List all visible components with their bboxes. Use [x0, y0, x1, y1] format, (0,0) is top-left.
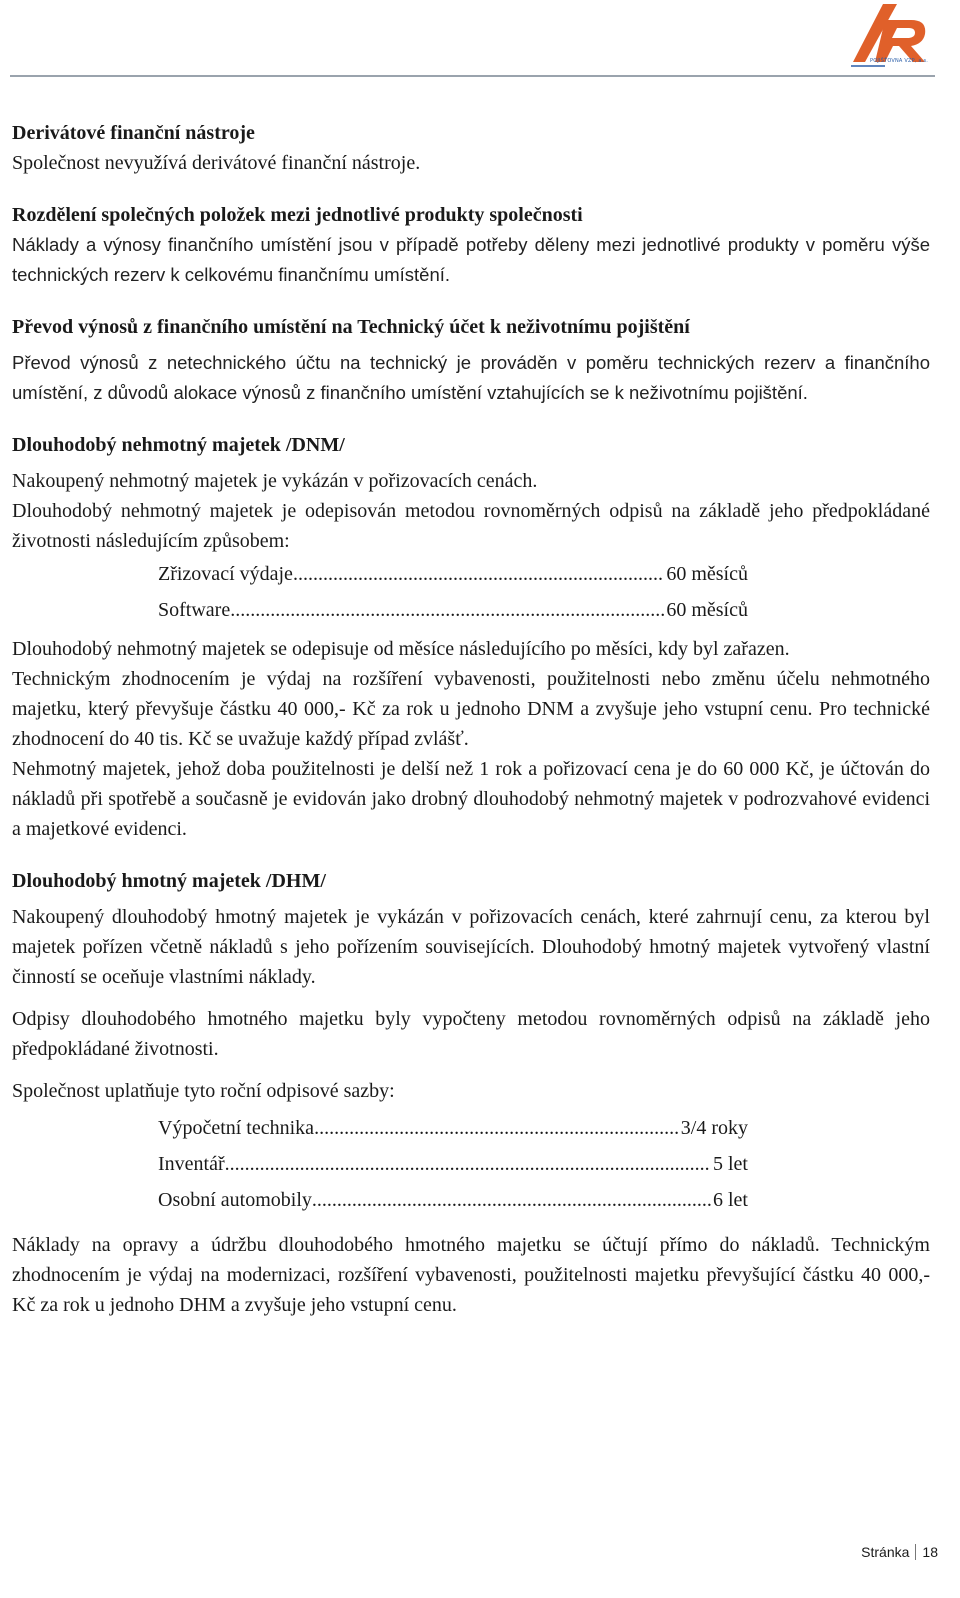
section-title: Dlouhodobý hmotný majetek /DHM/ — [12, 870, 326, 892]
list-item — [158, 556, 748, 592]
paragraph: Společnost uplatňuje tyto roční odpisové sazby: — [12, 1080, 395, 1102]
document-body — [12, 118, 930, 1320]
list-item — [158, 1182, 748, 1218]
paragraph: Odpisy dlouhodobého hmotného majetku byly vypočteny metodou rovnoměrných odpisů na základě jeho předpokládané životnosti. — [12, 1008, 930, 1060]
section-derivaty — [12, 118, 930, 178]
item-value: 5 let — [713, 1153, 748, 1175]
list-item — [158, 1146, 748, 1182]
item-label: Software — [158, 599, 231, 621]
page-label: Stránka — [861, 1544, 910, 1560]
paragraph: Náklady a výnosy finančního umístění jsou v případě potřeby děleny mezi jednotlivé produkty v poměru výše technických rezerv k celkovému finančnímu umístění. — [12, 234, 930, 285]
paragraph: Dlouhodobý nehmotný majetek se odepisuje od měsíce následujícího po měsíci, kdy byl zařazen. — [12, 638, 790, 660]
list-item — [158, 592, 748, 628]
page-number: 18 — [922, 1544, 938, 1560]
item-label: Osobní automobily — [158, 1189, 312, 1211]
section-rozdeleni — [12, 200, 930, 290]
paragraph: Technickým zhodnocením je výdaj na rozšíření vybavenosti, použitelnosti nebo změnu účelu nehmotného majetku, který převyšuje částku 40 000,- Kč za rok u jednoho DNM a zvyšuje jeho vstupní cenu. Pro technické zhodnocení do 40 tis. Kč se uvažuje každý případ zvlášť. — [12, 668, 930, 750]
page-footer — [861, 1544, 938, 1560]
item-label: Zřizovací výdaje — [158, 563, 293, 585]
section-title: Derivátové finanční nástroje — [12, 122, 255, 144]
item-label: Výpočetní technika — [158, 1117, 315, 1139]
paragraph: Nakoupený dlouhodobý hmotný majetek je vykázán v pořizovacích cenách, které zahrnují cenu, za kterou byl majetek pořízen včetně nákladů s jeho pořízením souvisejících. Dlouhodobý hmotný majetek vytvořený vlastní činností se oceňuje vlastními náklady. — [12, 906, 930, 988]
section-prevod — [12, 312, 930, 408]
leader-dots — [314, 1110, 679, 1146]
header-divider — [10, 75, 935, 77]
list-item — [158, 1110, 748, 1146]
logo-caption: POJIŠŤOVNA VZP, a.s. — [870, 58, 929, 64]
paragraph: Náklady na opravy a údržbu dlouhodobého hmotného majetku se účtují přímo do nákladů. Technickým zhodnocením je výdaj na modernizaci, rozšíření vybavenosti, použitelnosti majetku převyšující částku 40 000,- Kč za rok u jednoho DHM a zvyšuje jeho vstupní cenu. — [12, 1234, 930, 1316]
paragraph: Převod výnosů z netechnického účtu na technický je prováděn v poměru technických rezerv a finančního umístění, z důvodů alokace výnosů z finančního umístění vztahujících se k neživotnímu pojištění. — [12, 352, 930, 403]
item-value: 6 let — [713, 1189, 748, 1211]
section-title: Dlouhodobý nehmotný majetek /DNM/ — [12, 434, 345, 456]
item-label: Inventář — [158, 1153, 225, 1175]
paragraph: Nehmotný majetek, jehož doba použitelnosti je delší než 1 rok a pořizovací cena je do 60 000 Kč, je účtován do nákladů při spotřebě a současně je evidován jako drobný dlouhodobý nehmotný majetek v podrozvahové evidenci a majetkové evidenci. — [12, 758, 930, 840]
section-title: Převod výnosů z finančního umístění na Technický účet k neživotnímu pojištění — [12, 316, 690, 338]
footer-separator — [915, 1544, 916, 1560]
leader-dots — [312, 1182, 711, 1218]
section-title: Rozdělení společných položek mezi jednotlivé produkty společnosti — [12, 204, 583, 226]
item-value: 60 měsíců — [666, 599, 748, 621]
item-value: 3/4 roky — [680, 1117, 748, 1139]
paragraph: Nakoupený nehmotný majetek je vykázán v pořizovacích cenách. — [12, 470, 538, 492]
paragraph: Společnost nevyužívá derivátové finanční nástroje. — [12, 152, 421, 174]
leader-dots — [225, 1146, 711, 1182]
item-value: 60 měsíců — [666, 563, 748, 585]
section-dnm — [12, 430, 930, 844]
leader-dots — [230, 592, 664, 628]
leader-dots — [293, 556, 664, 592]
section-dhm — [12, 866, 930, 1320]
paragraph: Dlouhodobý nehmotný majetek je odepisován metodou rovnoměrných odpisů na základě jeho předpokládané životnosti následujícím způsobem: — [12, 500, 930, 552]
